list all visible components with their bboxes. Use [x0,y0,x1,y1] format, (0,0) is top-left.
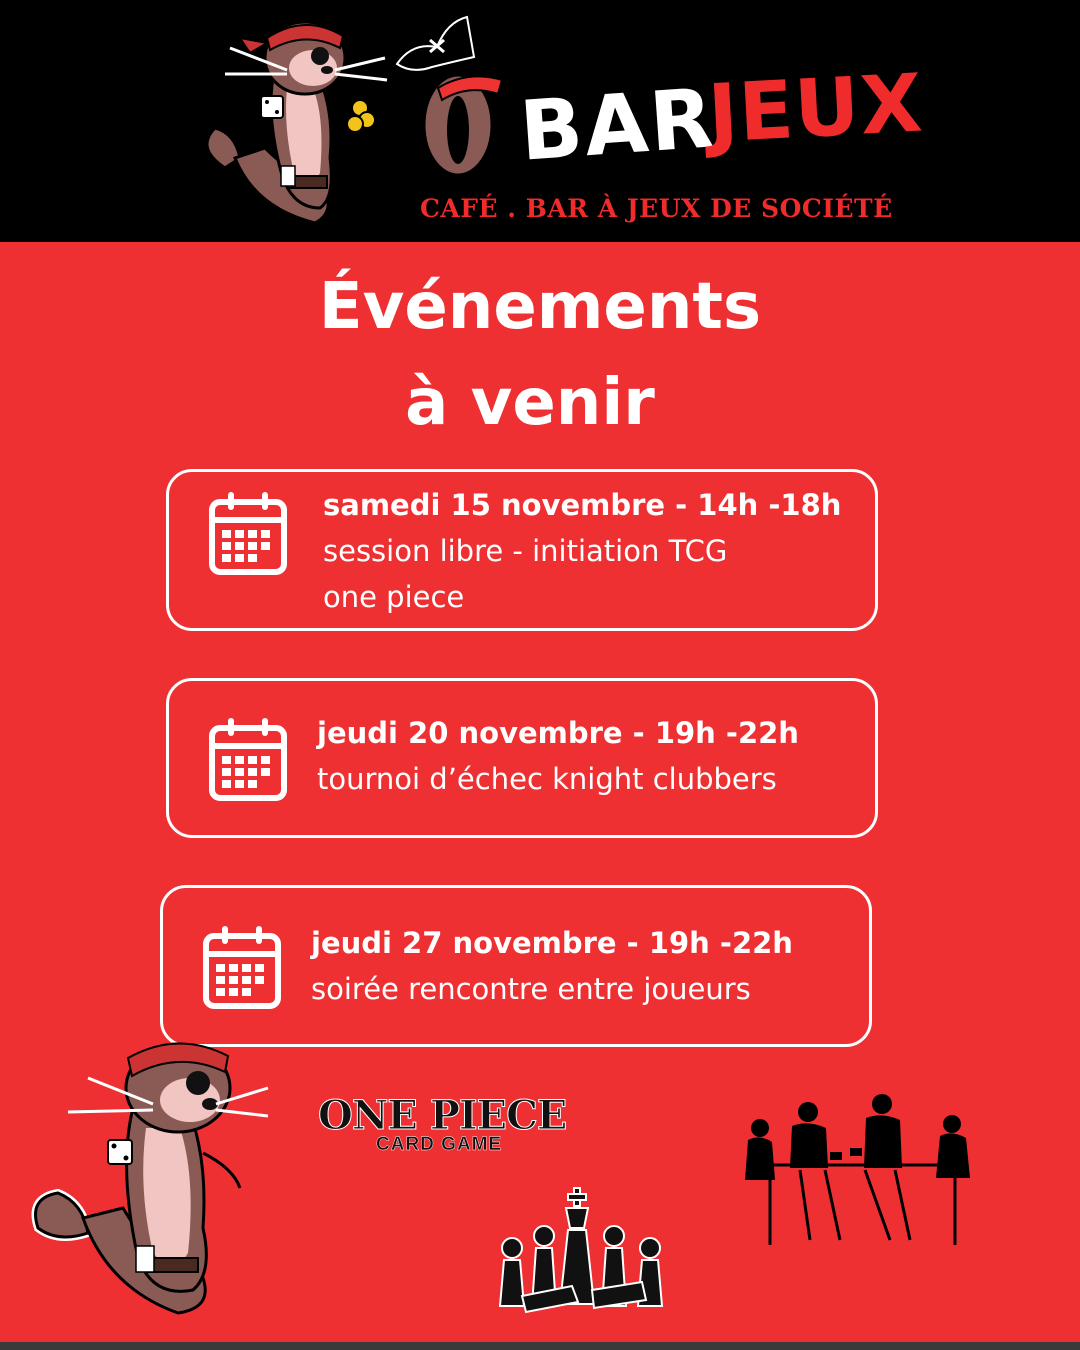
logo-jeux-text: JEUX [705,56,926,161]
otter-mascot-icon [28,1028,273,1323]
people-playing-icon [730,1090,985,1250]
event-description: soirée rencontre entre joueurs [311,972,751,1006]
svg-text:O: O [218,70,219,71]
event-date: jeudi 27 novembre - 19h -22h [311,926,793,960]
otter-mascot-icon [195,8,395,236]
event-date: jeudi 20 novembre - 19h -22h [317,716,799,750]
one-piece-logo-subtitle: CARD GAME [376,1134,503,1155]
event-description-line2: one piece [323,580,465,614]
event-date: samedi 15 novembre - 14h -18h [323,488,842,522]
logo-o-letter [218,70,498,180]
tagline: CAFÉ . BAR À JEUX DE SOCIÉTÉ [420,194,893,223]
calendar-icon [208,490,288,576]
one-piece-logo-title: ONE PIECE [318,1092,567,1139]
event-description: tournoi d’échec knight clubbers [317,762,777,796]
one-piece-card-game-logo [318,1092,567,1162]
page-title-line2: à venir [405,366,655,440]
calendar-icon [202,924,282,1010]
bottom-strip [0,1342,1080,1350]
header-banner [0,0,1080,242]
logo-bar-text: BAR [516,71,719,180]
page-title-line1: Événements [318,270,762,344]
chess-pieces-icon [482,1186,682,1316]
event-description: session libre - initiation TCG [323,534,728,568]
calendar-icon [208,716,288,802]
